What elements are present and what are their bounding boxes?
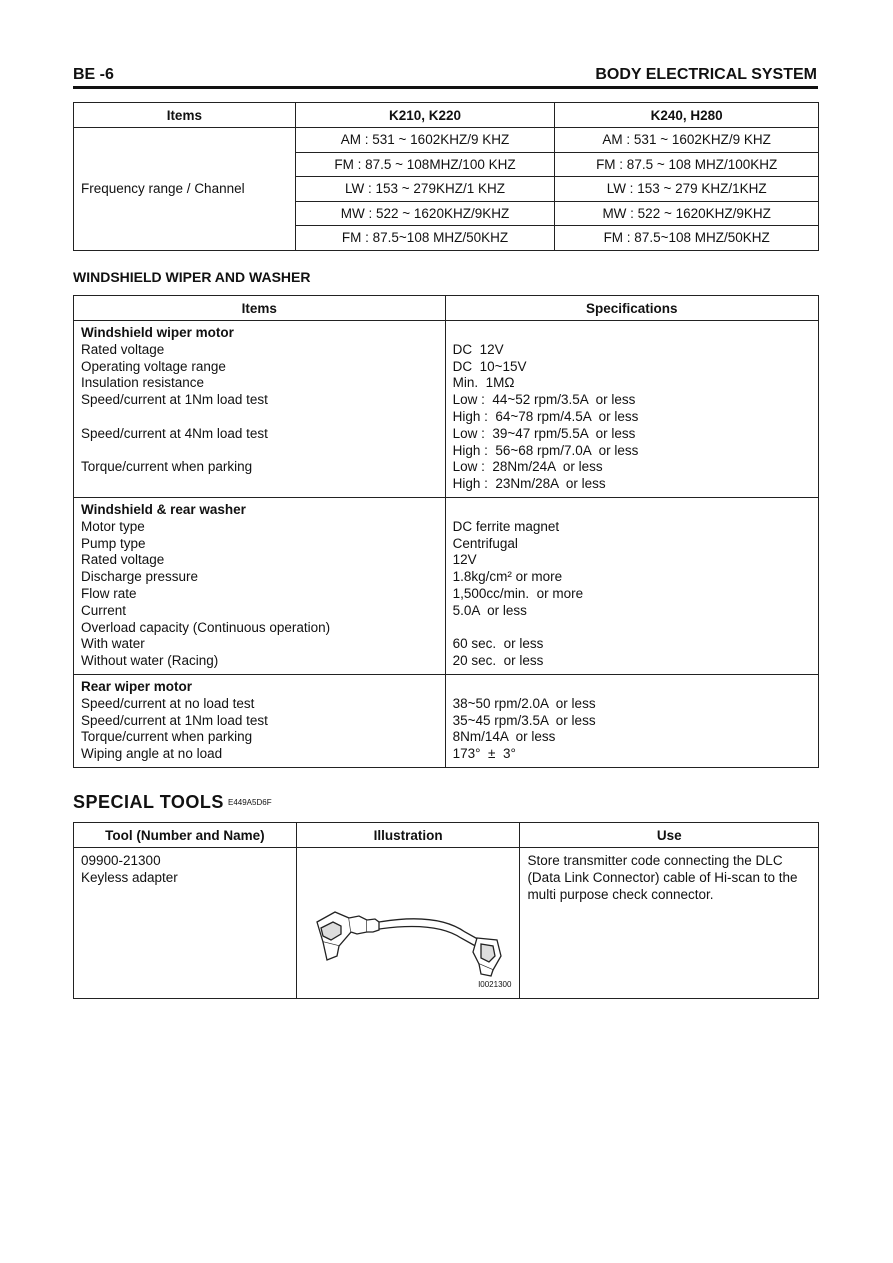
spec-value: 38~50 rpm/2.0A or less <box>452 695 596 711</box>
table-cell: LW : 153 ~ 279 KHZ/1KHZ <box>555 177 819 202</box>
item-cell <box>74 497 446 674</box>
spec-item-label: Wiping angle at no load <box>81 746 223 762</box>
spec-cell <box>445 321 818 498</box>
spec-value: 60 sec. or less <box>452 636 544 652</box>
wiper-section-title: WINDSHIELD WIPER AND WASHER <box>73 269 311 285</box>
spec-item-label: Insulation resistance <box>81 375 205 391</box>
group-title: Windshield & rear washer <box>81 501 246 517</box>
table-cell: FM : 87.5 ~ 108 MHZ/100KHZ <box>555 152 819 177</box>
column-header: K240, H280 <box>555 103 819 128</box>
spec-value: Min. 1MΩ <box>452 375 515 391</box>
special-tools-code: E449A5D6F <box>228 798 272 807</box>
table-header-row <box>74 296 819 321</box>
use-cell: Store transmitter code connecting the DLC (Data Link Connector) cable of Hi-scan to the multi purpose check connector. <box>520 848 819 999</box>
spec-value: High : 56~68 rpm/7.0A or less <box>452 442 639 458</box>
table-cell: FM : 87.5~108 MHZ/50KHZ <box>555 226 819 251</box>
spec-item-label <box>81 476 438 493</box>
spec-cell <box>445 674 818 767</box>
spec-item-label: Current <box>81 602 127 618</box>
spec-value: DC 12V <box>452 341 504 357</box>
table-cell: AM : 531 ~ 1602KHZ/9 KHZ <box>555 128 819 153</box>
spec-value: 8Nm/14A or less <box>452 729 556 745</box>
page-title: BODY ELECTRICAL SYSTEM <box>595 66 817 83</box>
wiper-spec-table <box>73 295 819 768</box>
keyless-adapter-illustration <box>305 872 515 992</box>
item-list <box>81 519 438 670</box>
spec-item-label: Pump type <box>81 535 146 551</box>
spec-item-label <box>81 443 438 460</box>
spec-item-label: Discharge pressure <box>81 569 199 585</box>
illustration-code: I0021300 <box>478 980 512 989</box>
item-cell <box>74 321 446 498</box>
header-rule <box>73 86 818 89</box>
spec-item-label: Torque/current when parking <box>81 459 253 475</box>
spec-value: DC ferrite magnet <box>452 518 560 534</box>
table-cell: MW : 522 ~ 1620KHZ/9KHZ <box>295 201 555 226</box>
spec-item-label: Rated voltage <box>81 552 165 568</box>
spec-item-label: Speed/current at 1Nm load test <box>81 392 268 408</box>
spec-item-label: With water <box>81 636 145 652</box>
spec-group-row <box>74 497 819 674</box>
table-cell: LW : 153 ~ 279KHZ/1 KHZ <box>295 177 555 202</box>
spec-item-label <box>81 409 438 426</box>
item-cell <box>74 674 446 767</box>
spec-value: Centrifugal <box>452 535 518 551</box>
section-code: BE -6 <box>73 66 114 83</box>
column-header: Illustration <box>296 823 520 848</box>
spec-group-row <box>74 674 819 767</box>
group-title: Rear wiper motor <box>81 678 193 694</box>
spec-value: High : 64~78 rpm/4.5A or less <box>452 408 639 424</box>
table-cell: AM : 531 ~ 1602KHZ/9 KHZ <box>295 128 555 153</box>
spec-cell <box>445 497 818 674</box>
spec-value: 173° ± 3° <box>452 746 516 762</box>
group-title: Windshield wiper motor <box>81 325 234 340</box>
table-cell: FM : 87.5 ~ 108MHZ/100 KHZ <box>295 152 555 177</box>
table-row <box>74 128 819 153</box>
spec-value: 20 sec. or less <box>452 653 544 669</box>
spec-item-label: Operating voltage range <box>81 358 226 374</box>
spec-item-label: Torque/current when parking <box>81 729 253 745</box>
spec-item-label: Speed/current at 4Nm load test <box>81 425 268 441</box>
spec-list <box>453 519 811 670</box>
spec-value: 5.0A or less <box>452 602 527 618</box>
column-header: Items <box>74 103 296 128</box>
spec-value: Low : 44~52 rpm/3.5A or less <box>452 392 636 408</box>
spec-value: Low : 28Nm/24A or less <box>452 459 603 475</box>
illustration-cell <box>296 848 520 999</box>
spec-value: 1,500cc/min. or more <box>452 585 584 601</box>
item-list <box>81 696 438 763</box>
spec-item-label: Flow rate <box>81 585 137 601</box>
tool-cell <box>74 848 297 999</box>
column-header: Items <box>74 296 446 321</box>
item-list <box>81 342 438 493</box>
special-tools-table <box>73 822 819 999</box>
spec-value <box>453 620 811 637</box>
table-cell: FM : 87.5~108 MHZ/50KHZ <box>295 226 555 251</box>
spec-value: 35~45 rpm/3.5A or less <box>452 712 596 728</box>
spec-group-row <box>74 321 819 498</box>
column-header: Tool (Number and Name) <box>74 823 297 848</box>
frequency-table <box>73 102 819 251</box>
spec-list <box>453 342 811 493</box>
spec-item-label: Speed/current at 1Nm load test <box>81 712 268 728</box>
tool-name: Keyless adapter <box>81 870 178 885</box>
spec-value: 12V <box>452 552 477 568</box>
table-header-row <box>74 103 819 128</box>
column-header: Use <box>520 823 819 848</box>
spec-value: 1.8kg/cm² or more <box>452 569 563 585</box>
column-header: K210, K220 <box>295 103 555 128</box>
spec-value: DC 10~15V <box>452 358 527 374</box>
spec-item-label: Motor type <box>81 518 145 534</box>
table-row <box>74 848 819 999</box>
column-header: Specifications <box>445 296 818 321</box>
spec-list <box>453 696 811 763</box>
special-tools-title: SPECIAL TOOLS <box>73 792 224 812</box>
spec-item-label: Rated voltage <box>81 341 165 357</box>
spec-item-label: Speed/current at no load test <box>81 695 255 711</box>
spec-item-label: Overload capacity (Continuous operation) <box>81 619 331 635</box>
table-cell: MW : 522 ~ 1620KHZ/9KHZ <box>555 201 819 226</box>
spec-value: Low : 39~47 rpm/5.5A or less <box>452 425 636 441</box>
tool-number: 09900-21300 <box>81 853 161 868</box>
spec-item-label: Without water (Racing) <box>81 653 219 669</box>
table-header-row <box>74 823 819 848</box>
spec-value: High : 23Nm/28A or less <box>452 476 606 492</box>
frequency-row-label: Frequency range / Channel <box>74 128 296 251</box>
